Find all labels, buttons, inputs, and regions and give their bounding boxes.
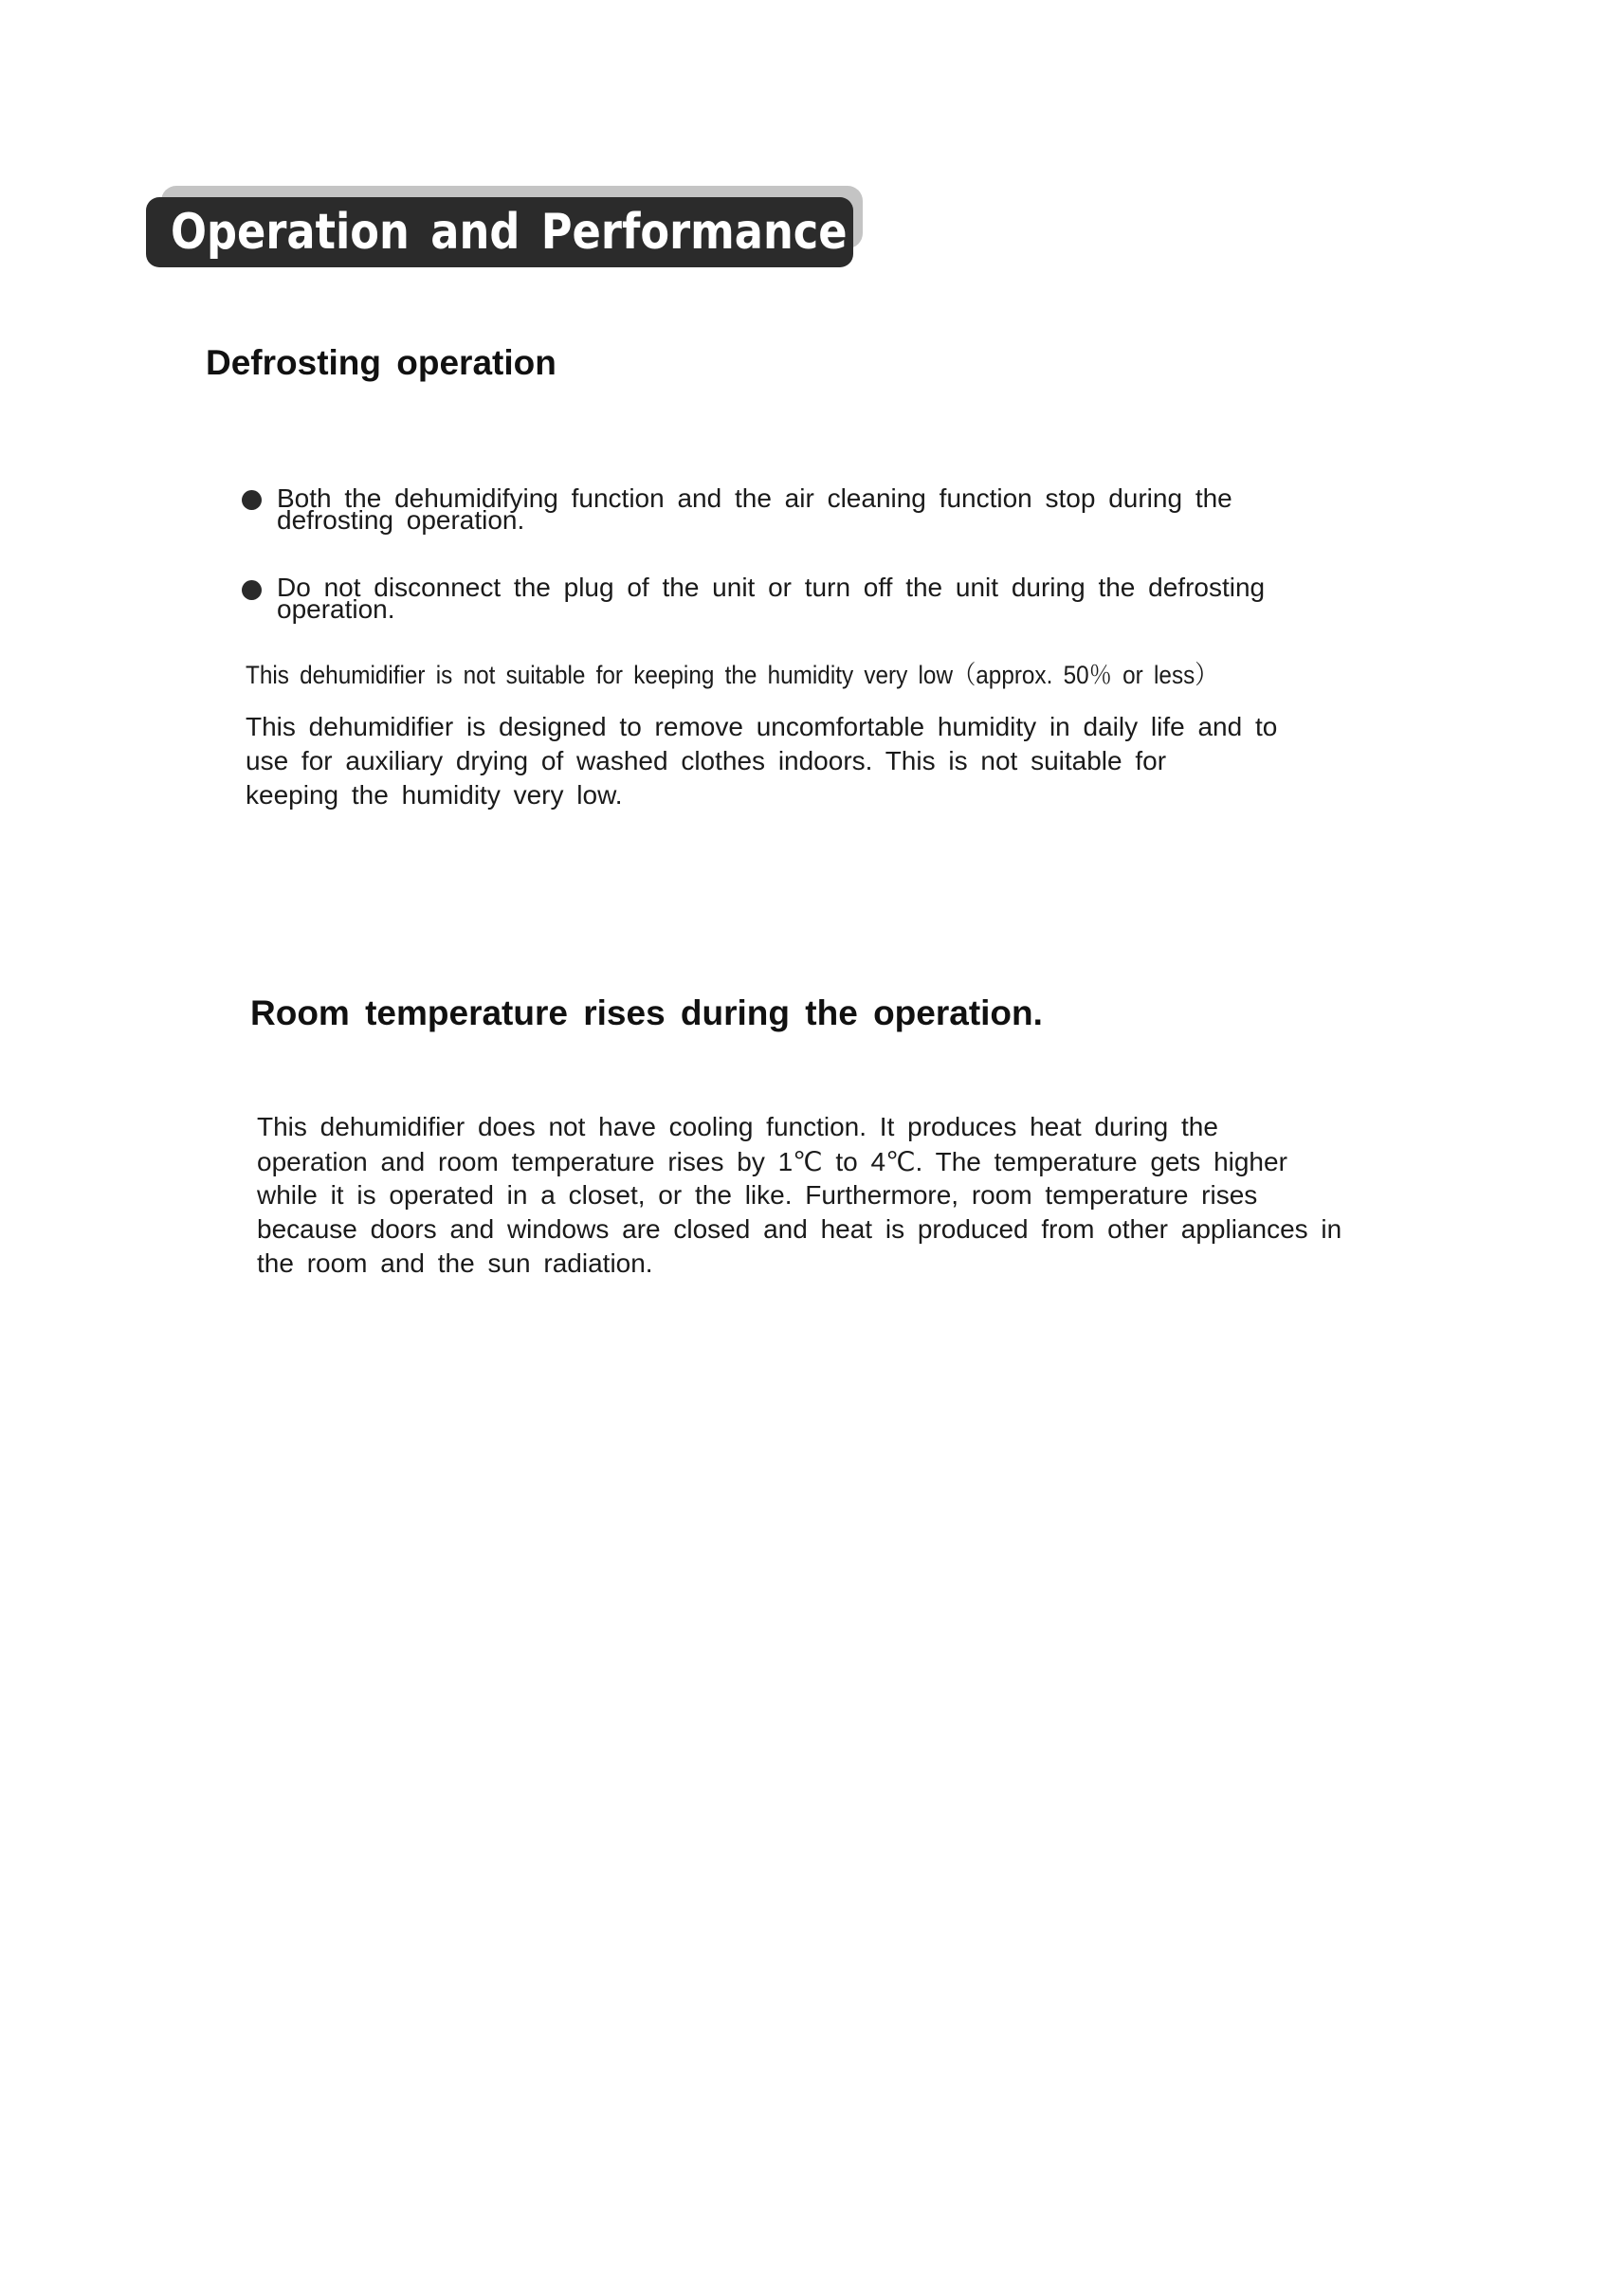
defrosting-paragraph-line-2: use for auxiliary drying of washed clothes indoors. This is not suitable for [246,746,1167,775]
title-banner [146,197,853,267]
defrosting-paragraph-line-3: keeping the humidity very low. [246,780,623,810]
room-paragraph-line-4: because doors and windows are closed and heat is produced from other appliances in [257,1214,1342,1244]
room-paragraph-line-1: This dehumidifier does not have cooling function. It produces heat during the [257,1112,1218,1141]
room-temperature-heading: Room temperature rises during the operation. [250,993,1043,1032]
bullet-1-line-1: Both the dehumidifying function and the air cleaning function stop during the [277,483,1232,513]
room-paragraph-line-3: while it is operated in a closet, or the like. Furthermore, room temperature rises [257,1180,1258,1210]
room-paragraph-line-2: operation and room temperature rises by 1℃ to 4℃. The temperature gets higher [257,1147,1287,1176]
page-title: Operation and Performance [171,204,848,261]
defrosting-paragraph-line-1: This dehumidifier is designed to remove uncomfortable humidity in daily life and to [246,712,1278,741]
bullet-2-line-2: operation. [277,594,395,624]
defrosting-heading: Defrosting operation [206,343,557,382]
humidity-note: This dehumidifier is not suitable for keeping the humidity very low（approx. 50％ or less） [246,661,1218,689]
room-paragraph-line-5: the room and the sun radiation. [257,1248,653,1278]
bullet-dot-icon [242,490,262,510]
bullet-1-line-2: defrosting operation. [277,505,525,535]
bullet-2-line-1: Do not disconnect the plug of the unit or turn off the unit during the defrosting [277,573,1266,602]
bullet-dot-icon [242,580,262,600]
